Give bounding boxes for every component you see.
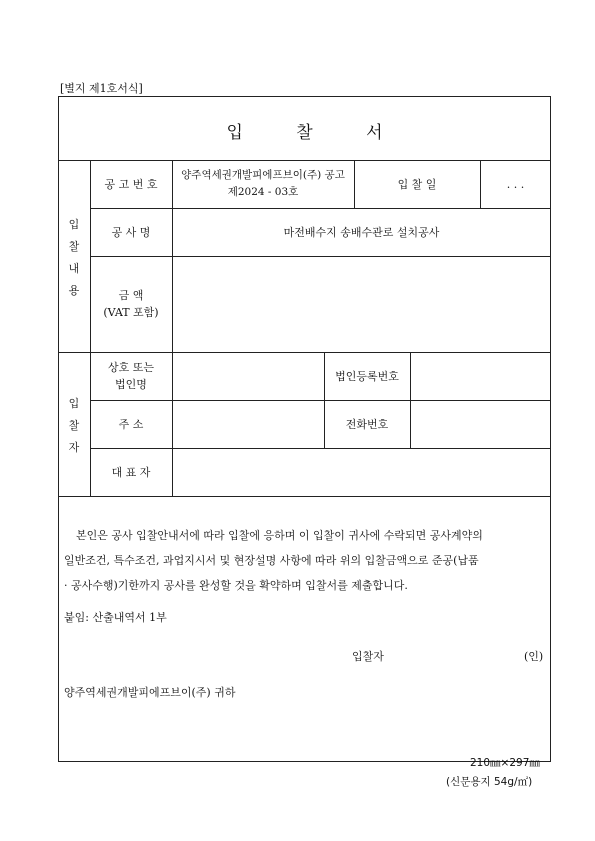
section-char: 입 [68, 397, 80, 410]
amount-label [90, 256, 172, 352]
recipient: 양주역세권개발피에프브이(주) 귀하 [64, 686, 236, 699]
statement-line: · 공사수행)기한까지 공사를 완성할 것을 확약하며 입찰서를 제출합니다. [64, 579, 408, 592]
paper-type: (신문용지 54g/㎡) [446, 776, 533, 788]
notice-no-line2: 제2024 - 03호 [227, 186, 299, 198]
amount-label-line2: (VAT 포함) [103, 306, 159, 319]
notice-no-line1: 양주역세권개발피에프브이(주) 공고 [181, 169, 345, 181]
statement-line: 일반조건, 특수조건, 과업지시서 및 현장설명 사항에 따라 위의 입찰금액으로 준공(납품 [64, 554, 479, 567]
section-bidder [64, 393, 84, 459]
amount-input-area[interactable] [172, 256, 551, 352]
section-char: 찰 [68, 419, 80, 432]
section-char: 찰 [68, 240, 80, 253]
bid-date-value[interactable]: . . . [506, 177, 525, 191]
notice-no-label: 공 고 번 호 [104, 177, 158, 191]
section-char: 내 [68, 262, 80, 275]
statement-line: 본인은 공사 입찰안내서에 따라 입찰에 응하며 이 입찰이 귀사에 수락되면 공사계약의 [76, 529, 483, 542]
form-title: 입 찰 서 [226, 123, 407, 143]
section-char: 용 [68, 284, 80, 297]
address-input-area[interactable] [172, 400, 324, 448]
phone-input-area[interactable] [410, 400, 551, 448]
seal-label: (인) [524, 650, 544, 663]
notice-no-value [172, 160, 354, 208]
attachment-note: 붙임: 산출내역서 1부 [64, 611, 167, 624]
statement [64, 523, 549, 598]
phone-label: 전화번호 [345, 417, 389, 431]
form-label: [별지 제1호서식] [60, 82, 143, 95]
reg-no-label: 법인등록번호 [335, 369, 399, 383]
bidder-sign-label: 입찰자 [352, 650, 384, 663]
company-label-line1: 상호 또는 [107, 361, 154, 374]
ceo-label: 대 표 자 [111, 465, 151, 479]
company-label-line2: 법인명 [115, 378, 147, 391]
amount-label-line1: 금 액 [118, 289, 144, 302]
reg-no-input-area[interactable] [410, 352, 551, 400]
project-label: 공 사 명 [111, 225, 151, 239]
address-label: 주 소 [118, 417, 144, 431]
company-input-area[interactable] [172, 352, 324, 400]
ceo-input-area[interactable] [172, 448, 551, 496]
divider [58, 496, 551, 497]
section-char: 입 [68, 218, 80, 231]
company-label [90, 352, 172, 400]
bid-date-label: 입 찰 일 [397, 177, 437, 191]
paper-size: 210㎜×297㎜ [470, 757, 540, 769]
section-char: 자 [68, 441, 80, 454]
section-bid-content [64, 214, 84, 302]
project-value: 마전배수지 송배수관로 설치공사 [283, 225, 440, 239]
